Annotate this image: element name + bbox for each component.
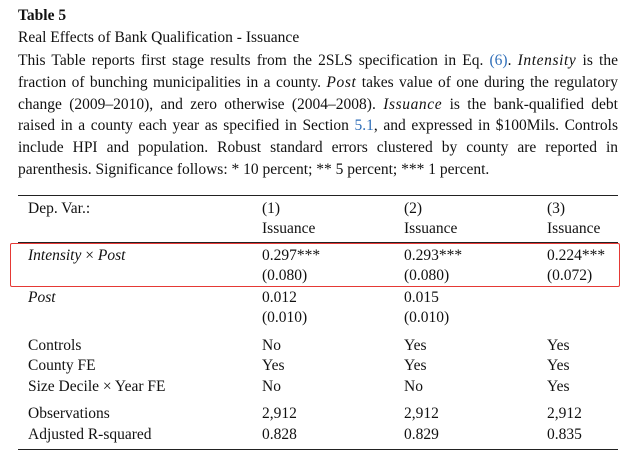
dep-var-label: Dep. Var.:	[28, 200, 91, 217]
post-term: Post	[97, 247, 126, 264]
row-adj-r2-label: Adjusted R-squared	[28, 426, 152, 443]
adj-r2-1: 0.828	[262, 426, 297, 443]
controls-3: Yes	[547, 337, 570, 354]
post-coef-1: 0.012	[262, 289, 297, 306]
caption-text-4: takes value of one during the regulatory change (2009–2010), and zero otherwise (2004–2008).	[18, 73, 618, 113]
caption-text-5: is the bank-qualified debt raised in a county each year as specified in Section	[18, 95, 618, 135]
caption-intensity: Intensity	[517, 52, 577, 69]
county-fe-2: Yes	[404, 357, 427, 374]
times-symbol: ×	[85, 247, 94, 264]
post-se-2: (0.010)	[404, 309, 450, 326]
top-rule	[18, 195, 618, 196]
caption-text-2: .	[507, 52, 518, 69]
col-3-number: (3)	[547, 200, 566, 217]
post-coef-2: 0.015	[404, 289, 439, 306]
row-county-fe-label: County FE	[28, 357, 96, 374]
col-1-number: (1)	[262, 200, 281, 217]
adj-r2-2: 0.829	[404, 426, 439, 443]
controls-2: Yes	[404, 337, 427, 354]
interaction-se-1: (0.080)	[262, 267, 308, 284]
section-link[interactable]: 5.1	[354, 117, 374, 135]
caption-post: Post	[326, 73, 357, 91]
row-post-label: Post	[28, 289, 56, 306]
county-fe-1: Yes	[262, 357, 285, 374]
intensity-term: Intensity	[28, 247, 82, 264]
caption-text-6: , and expressed in $100Mils. Controls include HPI and population. Robust standard errors clustered by county are reported in parenthesis. Significance follows: * 10 percent; ** 5 percent; *** 1 percent.	[18, 117, 618, 178]
interaction-coef-1: 0.297***	[262, 247, 321, 264]
observations-3: 2,912	[547, 405, 582, 422]
interaction-coef-3: 0.224***	[547, 247, 606, 264]
controls-1: No	[262, 337, 281, 354]
observations-2: 2,912	[404, 405, 439, 422]
col-1-header: Issuance	[262, 220, 316, 237]
col-2-number: (2)	[404, 200, 423, 217]
row-observations-label: Observations	[28, 405, 110, 422]
table-caption	[18, 50, 618, 181]
adj-r2-3: 0.835	[547, 426, 582, 443]
row-interaction-label	[28, 246, 125, 266]
caption-issuance: Issuance	[383, 95, 443, 113]
row-controls-label: Controls	[28, 337, 82, 354]
size-decile-1: No	[262, 378, 281, 395]
interaction-se-3: (0.072)	[547, 267, 593, 284]
col-3-header: Issuance	[547, 220, 601, 237]
table-label: Table 5	[18, 7, 67, 24]
row-size-decile-label: Size Decile × Year FE	[28, 378, 166, 395]
equation-link[interactable]: (6)	[489, 52, 508, 69]
post-se-1: (0.010)	[262, 309, 308, 326]
observations-1: 2,912	[262, 405, 297, 422]
table-title: Real Effects of Bank Qualification - Issuance	[18, 29, 300, 46]
caption-text-3: is the fraction of bunching municipalities in a county.	[18, 52, 618, 91]
size-decile-2: No	[404, 378, 423, 395]
interaction-se-2: (0.080)	[404, 267, 450, 284]
bottom-rule	[18, 449, 618, 450]
size-decile-3: Yes	[547, 378, 570, 395]
caption-text-1: This Table reports first stage results from the 2SLS specification in Eq.	[18, 52, 490, 69]
county-fe-3: Yes	[547, 357, 570, 374]
col-3-header-2: Issuance	[404, 220, 458, 237]
interaction-coef-2: 0.293***	[404, 247, 463, 264]
